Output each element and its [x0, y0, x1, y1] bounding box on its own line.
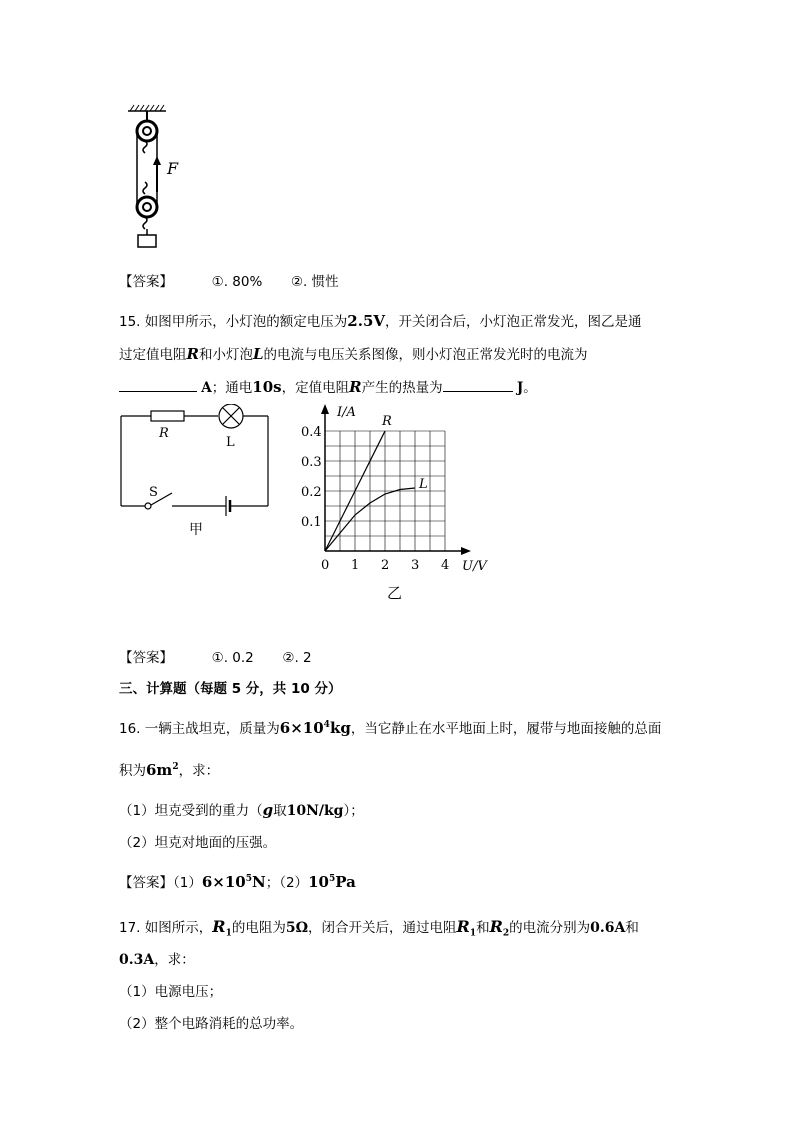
q16-g: g [262, 801, 274, 819]
circuit-caption: 甲 [189, 522, 203, 538]
answer-15 [119, 646, 312, 666]
q15-R-2: R [349, 378, 362, 396]
circuit-label-S: S [149, 485, 158, 500]
resistor-symbol [151, 411, 184, 421]
q16-line-2 [119, 759, 219, 779]
q17-line-2 [119, 948, 195, 968]
q15-R: R [186, 345, 199, 363]
q17-text-b: 的电阻为 [231, 920, 286, 936]
y-tick-label: 0.2 [301, 485, 322, 500]
q15-text-a: 如图甲所示，小灯泡的额定电压为 [144, 314, 348, 330]
series-label-L: L [419, 477, 428, 492]
answer16-v2-base: 10 [308, 873, 329, 891]
q17-text-f: 和 [625, 920, 639, 936]
q15-line-1 [119, 310, 642, 330]
answer16-v1-unit: N [252, 873, 266, 891]
y-tick-label: 0.4 [301, 425, 322, 440]
answer16-v1-exp: 5 [245, 874, 252, 884]
q16-text-d: ，求： [178, 763, 220, 779]
circuit-label-L: L [226, 435, 235, 450]
q16-area-base: 6m [146, 761, 173, 779]
answer16-value-2 [308, 873, 356, 891]
q17-text-c: ，闭合开关后，通过电阻 [308, 920, 457, 936]
q16-number: 16. [119, 721, 141, 737]
circuit-diagram [118, 404, 278, 540]
q15-text-e: 的电流与电压关系图像，则小灯泡正常发光时的电流为 [263, 347, 588, 363]
answer-label: 【答案】 [119, 274, 173, 290]
x-tick-label: 1 [351, 558, 360, 573]
q15-text-c: 过定值电阻 [119, 347, 187, 363]
q15-L: L [252, 345, 264, 363]
q16-sub-1 [119, 799, 364, 819]
q15-text-g: ，定值电阻 [281, 380, 350, 396]
answer-label: 【答案】 [119, 650, 173, 666]
q17-resistance: 5Ω [285, 920, 309, 936]
q16-mass-unit: kg [329, 719, 351, 737]
answer16-p1: （1） [173, 875, 202, 891]
q17-R1b: R [456, 917, 470, 936]
x-axis-label: U/V [462, 559, 487, 574]
q17-text-d: 和 [476, 920, 490, 936]
q17-sub-1: （1）电源电压； [119, 984, 223, 1000]
pulley-figure [118, 104, 198, 250]
q15-text-d: 和小灯泡 [198, 347, 253, 363]
answer-16 [119, 871, 356, 891]
q16-mass [280, 719, 351, 737]
answer-label: 【答案】 [119, 875, 173, 891]
y-tick-label: 0.3 [301, 455, 322, 470]
series-label-R: R [382, 414, 392, 429]
q17-text-e: 的电流分别为 [509, 920, 591, 936]
q15-line-3 [119, 376, 537, 396]
q16-area [146, 761, 179, 779]
answer-blank-1 [119, 379, 197, 392]
x-tick-label: 0 [321, 558, 330, 573]
q16-text-c: 积为 [119, 763, 146, 779]
y-tick-label: 0.1 [301, 515, 322, 530]
q17-R2-sub: 2 [502, 928, 510, 939]
q16-sub-2: （2）坦克对地面的压强。 [119, 835, 277, 851]
q15-line-2 [119, 343, 588, 363]
q17-R1-sub: 1 [225, 928, 232, 939]
x-tick-label: 3 [411, 558, 420, 573]
answer16-v1-base: 6×10 [201, 873, 246, 891]
q15-number: 15. [119, 314, 141, 330]
switch-symbol [145, 503, 151, 509]
q17-i1: 0.6A [590, 920, 626, 936]
answer-14 [119, 270, 339, 290]
q16-mass-exp: 4 [323, 720, 330, 730]
q16-text-a: 一辆主战坦克，质量为 [144, 721, 280, 737]
q16-sub1-c: ）； [343, 803, 364, 819]
q16-text-b: ，当它静止在水平地面上时，履带与地面接触的总面 [350, 721, 662, 737]
force-label: F [167, 159, 179, 178]
answer-item-2: ②. 惯性 [290, 274, 339, 290]
q17-line-1 [119, 916, 639, 939]
answer-blank-2 [443, 379, 513, 392]
q17-i2: 0.3A [119, 952, 155, 968]
q17-R1b-sub: 1 [469, 928, 477, 939]
x-tick-label: 4 [441, 558, 450, 573]
q17-sub-2: （2）整个电路消耗的总功率。 [119, 1016, 304, 1032]
iv-chart [290, 400, 500, 605]
q15-text-f: ；通电 [211, 380, 253, 396]
answer-item-1: ①. 80% [211, 274, 263, 290]
q17-text-g: ，求： [154, 952, 195, 968]
answer16-v2-unit: Pa [335, 873, 356, 891]
q15-unit-A: A [201, 380, 212, 396]
y-axis-arrow [321, 404, 329, 414]
section-3-title: 三、计算题（每题 5 分，共 10 分） [119, 681, 342, 697]
q16-g-value: 10N/kg [286, 803, 344, 819]
q15-time: 10s [252, 378, 282, 396]
y-axis-label: I/A [337, 405, 356, 420]
answer16-v2-exp: 5 [328, 874, 336, 884]
q16-sub1-a: （1）坦克受到的重力（ [119, 803, 263, 819]
x-tick-label: 2 [381, 558, 390, 573]
q16-mass-base: 6×10 [279, 719, 324, 737]
q16-line-1 [119, 717, 661, 737]
answer-item-2: ②. 2 [282, 650, 312, 666]
circuit-label-R: R [159, 426, 169, 441]
q17-R1: R [212, 917, 226, 936]
q17-R2: R [489, 917, 503, 936]
q15-text-b: ，开关闭合后，小灯泡正常发光，图乙是通 [385, 314, 642, 330]
q17-number: 17. [119, 920, 141, 936]
chart-caption: 乙 [387, 584, 403, 602]
q15-text-i: 。 [523, 380, 537, 396]
q16-sub1-b: 取 [273, 803, 287, 819]
answer16-value-1 [202, 873, 266, 891]
q15-text-h: 产生的热量为 [361, 380, 443, 396]
answer-item-1: ①. 0.2 [211, 650, 254, 666]
q17-text-a: 如图所示， [144, 920, 213, 936]
q16-area-exp: 2 [172, 762, 179, 772]
q15-voltage: 2.5V [347, 312, 386, 330]
q15-unit-J: J [516, 380, 524, 396]
answer16-sep: ；（2） [265, 875, 309, 891]
x-axis-arrow [461, 547, 471, 555]
